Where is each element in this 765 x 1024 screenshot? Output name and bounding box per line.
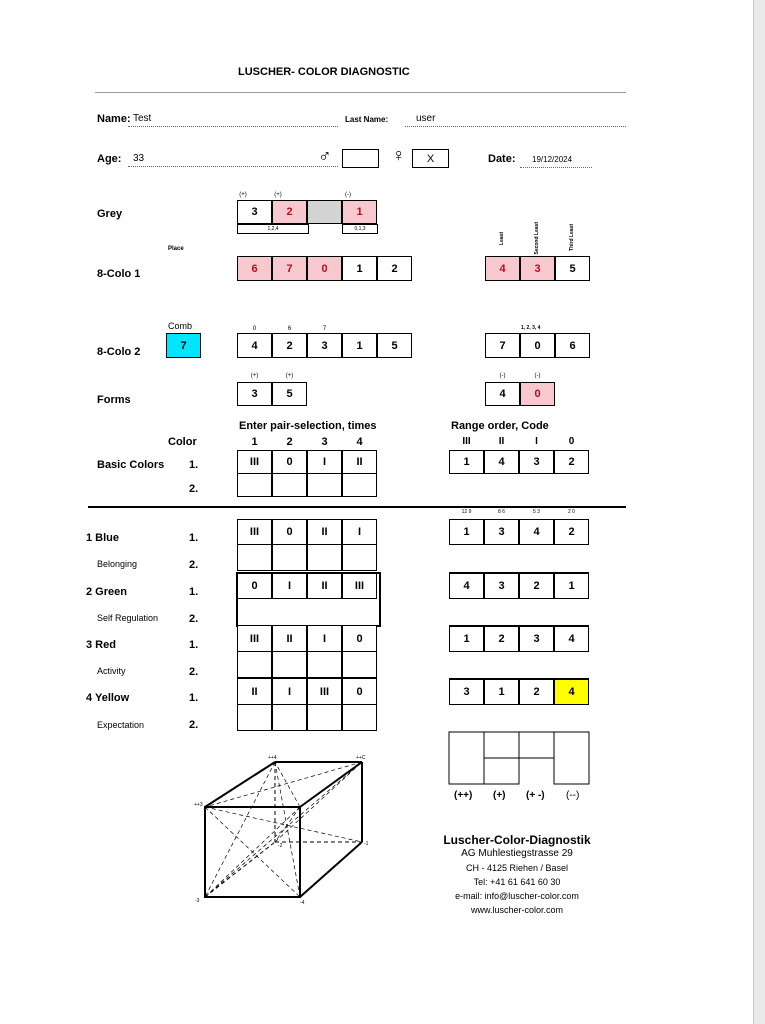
forms-right-cell-2[interactable]: 0 bbox=[520, 382, 555, 406]
colo2-header-3: 7 bbox=[322, 326, 327, 332]
title-divider bbox=[95, 92, 626, 93]
male-icon: ♂ bbox=[318, 146, 332, 166]
green-left-cell-3[interactable]: II bbox=[307, 573, 342, 599]
colo2-right-header: 1, 2, 3, 4 bbox=[521, 325, 541, 331]
range-number-3: I bbox=[535, 436, 538, 447]
basic-left-empty-3[interactable] bbox=[307, 473, 342, 497]
green-sub-label: Self Regulation bbox=[97, 613, 159, 623]
yellow-row1: 1. bbox=[189, 692, 199, 704]
basic-left-cell-2[interactable]: 0 bbox=[272, 450, 307, 474]
basic-colors-row1: 1. bbox=[189, 459, 199, 471]
blue-right-cell-2[interactable]: 3 bbox=[484, 519, 519, 545]
red-right-cell-1[interactable]: 1 bbox=[449, 625, 484, 652]
forms-right-cell-1[interactable]: 4 bbox=[485, 382, 520, 406]
yellow-right-cell-2[interactable]: 1 bbox=[484, 678, 519, 705]
red-right-cell-4[interactable]: 4 bbox=[554, 625, 589, 652]
colo2-cell-2[interactable]: 2 bbox=[272, 333, 307, 358]
green-right-cell-3[interactable]: 2 bbox=[519, 572, 554, 599]
colo1-right-cell-2[interactable]: 3 bbox=[520, 256, 555, 281]
comb-cell[interactable]: 7 bbox=[166, 333, 201, 358]
colo1-cell-3[interactable]: 0 bbox=[307, 256, 342, 281]
yellow-label: 4 Yellow bbox=[86, 692, 130, 704]
red-row2: 2. bbox=[189, 666, 199, 678]
basic-colors-row2: 2. bbox=[189, 483, 199, 495]
age-underline bbox=[128, 166, 338, 167]
basic-left-cell-1[interactable]: III bbox=[237, 450, 272, 474]
basic-left-empty-4[interactable] bbox=[342, 473, 377, 497]
range-order-title: Range order, Code bbox=[451, 420, 549, 432]
blue-left-cell-1[interactable]: III bbox=[237, 519, 272, 545]
yellow-sub-label: Expectation bbox=[97, 720, 145, 730]
colo1-right-header-1: Least bbox=[499, 232, 505, 246]
basic-left-empty-1[interactable] bbox=[237, 473, 272, 497]
blue-left-cell-2[interactable]: 0 bbox=[272, 519, 307, 545]
blue-right-header-4: 2 0 bbox=[568, 509, 575, 515]
cube-label-6: -3 bbox=[195, 898, 200, 904]
green-row2: 2. bbox=[189, 613, 199, 625]
grey-cell-3[interactable] bbox=[307, 200, 342, 224]
blue-right-cell-4[interactable]: 2 bbox=[554, 519, 589, 545]
colo1-right-cell-3[interactable]: 5 bbox=[555, 256, 590, 281]
yellow-right-cell-3[interactable]: 2 bbox=[519, 678, 554, 705]
company-name: Luscher-Color-Diagnostik bbox=[443, 833, 591, 847]
colo1-cell-4[interactable]: 1 bbox=[342, 256, 377, 281]
grey-sub-left: 1,2,4 bbox=[237, 224, 309, 234]
colo1-right-header-3: Third Least bbox=[569, 224, 575, 251]
cube-label-1: ++4 bbox=[268, 755, 277, 761]
yellow-left-cell-1[interactable]: II bbox=[237, 678, 272, 705]
colo1-cell-1[interactable]: 6 bbox=[237, 256, 272, 281]
blue-left-cell-4[interactable]: I bbox=[342, 519, 377, 545]
grey-sub-right: 0,1,3 bbox=[342, 224, 378, 234]
blue-left-cell-3[interactable]: II bbox=[307, 519, 342, 545]
green-left-cell-1[interactable]: 0 bbox=[237, 573, 272, 599]
cube-label-2: ++C bbox=[356, 755, 366, 761]
yellow-right-cell-1[interactable]: 3 bbox=[449, 678, 484, 705]
blue-label: 1 Blue bbox=[86, 532, 120, 544]
red-left-cell-4[interactable]: 0 bbox=[342, 625, 377, 652]
date-label: Date: bbox=[488, 153, 516, 165]
red-left-empty-4[interactable] bbox=[342, 651, 377, 678]
red-label: 3 Red bbox=[86, 639, 116, 651]
place-label: Place bbox=[168, 246, 184, 252]
bar-diagram bbox=[446, 728, 592, 786]
age-label: Age: bbox=[97, 153, 122, 165]
forms-header-1: (+) bbox=[250, 373, 259, 379]
green-row1: 1. bbox=[189, 586, 199, 598]
last-name-underline bbox=[405, 126, 626, 127]
range-number-1: III bbox=[462, 436, 471, 447]
colo2-cell-5[interactable]: 5 bbox=[377, 333, 412, 358]
last-name-field[interactable]: user bbox=[416, 113, 436, 124]
red-left-cell-2[interactable]: II bbox=[272, 625, 307, 652]
forms-right-header-1: (-) bbox=[499, 373, 506, 379]
bar-minus-minus bbox=[554, 732, 589, 784]
date-field[interactable]: 19/12/2024 bbox=[532, 155, 573, 164]
green-right-cell-2[interactable]: 3 bbox=[484, 572, 519, 599]
name-field[interactable]: Test bbox=[133, 113, 152, 124]
forms-cell-2[interactable]: 5 bbox=[272, 382, 307, 406]
colo2-header-1: 0 bbox=[252, 326, 257, 332]
forms-right-header-2: (-) bbox=[534, 373, 541, 379]
range-number-4: 0 bbox=[568, 436, 575, 447]
date-underline bbox=[520, 167, 592, 168]
blue-right-cell-1[interactable]: 1 bbox=[449, 519, 484, 545]
blue-left-empty-3[interactable] bbox=[307, 544, 342, 571]
red-left-cell-3[interactable]: I bbox=[307, 625, 342, 652]
section-divider bbox=[88, 506, 626, 508]
red-left-empty-1[interactable] bbox=[237, 651, 272, 678]
green-label: 2 Green bbox=[86, 586, 127, 598]
grey-header-1: (+) bbox=[239, 192, 247, 198]
grey-label: Grey bbox=[97, 208, 123, 220]
basic-left-empty-2[interactable] bbox=[272, 473, 307, 497]
blue-right-header-1: 12 9 bbox=[461, 509, 472, 515]
name-label: Name: bbox=[97, 113, 131, 125]
yellow-left-cell-4[interactable]: 0 bbox=[342, 678, 377, 705]
colo1-right-cell-1[interactable]: 4 bbox=[485, 256, 520, 281]
legend-plus-minus: (+ -) bbox=[526, 790, 545, 801]
yellow-left-cell-3[interactable]: III bbox=[307, 678, 342, 705]
basic-right-cell-3[interactable]: 3 bbox=[519, 450, 554, 474]
yellow-row2: 2. bbox=[189, 719, 199, 731]
red-left-empty-3[interactable] bbox=[307, 651, 342, 678]
red-right-cell-2[interactable]: 2 bbox=[484, 625, 519, 652]
yellow-right-cell-4[interactable]: 4 bbox=[554, 678, 589, 705]
colo2-right-cell-1[interactable]: 7 bbox=[485, 333, 520, 358]
last-name-label: Last Name: bbox=[345, 115, 389, 124]
colo2-header-2: 6 bbox=[287, 326, 292, 332]
basic-right-cell-1[interactable]: 1 bbox=[449, 450, 484, 474]
pair-number-4: 4 bbox=[356, 436, 363, 448]
pair-number-2: 2 bbox=[286, 436, 293, 448]
pair-number-3: 3 bbox=[321, 436, 328, 448]
bar-plus-plus bbox=[449, 732, 484, 784]
grey-cell-2[interactable]: 2 bbox=[272, 200, 307, 224]
company-line2: CH - 4125 Riehen / Basel bbox=[465, 863, 569, 873]
blue-left-empty-4[interactable] bbox=[342, 544, 377, 571]
page-title: LUSCHER- COLOR DIAGNOSTIC bbox=[238, 66, 410, 78]
range-number-2: II bbox=[498, 436, 505, 447]
colo1-cell-5[interactable]: 2 bbox=[377, 256, 412, 281]
basic-colors-label: Basic Colors bbox=[97, 459, 165, 471]
green-left-cell-4[interactable]: III bbox=[342, 573, 377, 599]
grey-header-4: (-) bbox=[345, 192, 351, 198]
blue-left-empty-2[interactable] bbox=[272, 544, 307, 571]
cube-label-3: ++3 bbox=[194, 802, 203, 808]
legend-minus-minus: (--) bbox=[566, 790, 580, 801]
company-line5[interactable]: www.luscher-color.com bbox=[470, 905, 564, 915]
grey-cell-4[interactable]: 1 bbox=[342, 200, 377, 224]
company-line3: Tel: +41 61 641 60 30 bbox=[473, 877, 561, 887]
forms-header-2: (+) bbox=[285, 373, 294, 379]
yellow-left-cell-2[interactable]: I bbox=[272, 678, 307, 705]
colo2-right-cell-2[interactable]: 0 bbox=[520, 333, 555, 358]
age-field[interactable]: 33 bbox=[133, 153, 145, 164]
blue-left-empty-1[interactable] bbox=[237, 544, 272, 571]
basic-right-cell-4[interactable]: 2 bbox=[554, 450, 589, 474]
blue-right-header-2: 8 6 bbox=[498, 509, 505, 515]
cube-diagram bbox=[190, 752, 370, 907]
legend-plus-plus: (++) bbox=[454, 790, 473, 801]
cube-label-4: -1 bbox=[364, 841, 369, 847]
blue-sub-label: Belonging bbox=[97, 559, 138, 569]
female-icon: ♀ bbox=[392, 145, 406, 165]
color-column-label: Color bbox=[168, 436, 197, 448]
basic-right-cell-2[interactable]: 4 bbox=[484, 450, 519, 474]
green-right-cell-1[interactable]: 4 bbox=[449, 572, 484, 599]
company-line1: AG Muhlestiegstrasse 29 bbox=[461, 848, 573, 859]
legend-plus: (+) bbox=[493, 790, 506, 801]
company-line4[interactable]: e-mail: info@luscher-color.com bbox=[455, 891, 579, 901]
grey-header-2: (+) bbox=[274, 192, 282, 198]
yellow-left-empty-2[interactable] bbox=[272, 704, 307, 731]
forms-label: Forms bbox=[97, 394, 131, 406]
blue-right-cell-3[interactable]: 4 bbox=[519, 519, 554, 545]
colo2-cell-4[interactable]: 1 bbox=[342, 333, 377, 358]
comb-label: Comb bbox=[168, 321, 193, 331]
yellow-left-empty-3[interactable] bbox=[307, 704, 342, 731]
basic-left-cell-3[interactable]: I bbox=[307, 450, 342, 474]
blue-row1: 1. bbox=[189, 532, 199, 544]
colo1-right-header-2: Second Least bbox=[534, 222, 540, 255]
grey-cell-1[interactable]: 3 bbox=[237, 200, 272, 224]
yellow-left-empty-4[interactable] bbox=[342, 704, 377, 731]
female-checkbox[interactable]: X bbox=[412, 149, 449, 168]
red-left-empty-2[interactable] bbox=[272, 651, 307, 678]
colo2-cell-1[interactable]: 4 bbox=[237, 333, 272, 358]
colo1-label: 8-Colo 1 bbox=[97, 268, 141, 280]
red-right-cell-3[interactable]: 3 bbox=[519, 625, 554, 652]
green-left-cell-2[interactable]: I bbox=[272, 573, 307, 599]
male-checkbox[interactable] bbox=[342, 149, 379, 168]
blue-row2: 2. bbox=[189, 559, 199, 571]
yellow-left-empty-1[interactable] bbox=[237, 704, 272, 731]
company-block bbox=[432, 833, 602, 917]
name-underline bbox=[128, 126, 338, 127]
colo2-right-cell-3[interactable]: 6 bbox=[555, 333, 590, 358]
colo2-cell-3[interactable]: 3 bbox=[307, 333, 342, 358]
red-row1: 1. bbox=[189, 639, 199, 651]
forms-cell-1[interactable]: 3 bbox=[237, 382, 272, 406]
red-left-cell-1[interactable]: III bbox=[237, 625, 272, 652]
basic-left-cell-4[interactable]: II bbox=[342, 450, 377, 474]
cube-label-5: -2 bbox=[278, 843, 283, 849]
pair-selection-title: Enter pair-selection, times bbox=[239, 420, 377, 432]
bar-plus bbox=[484, 758, 519, 784]
cube-label-7: -4 bbox=[300, 900, 305, 906]
colo1-cell-2[interactable]: 7 bbox=[272, 256, 307, 281]
red-sub-label: Activity bbox=[97, 666, 126, 676]
colo2-label: 8-Colo 2 bbox=[97, 346, 141, 358]
blue-right-header-3: 5 3 bbox=[533, 509, 540, 515]
pair-number-1: 1 bbox=[251, 436, 258, 448]
green-right-cell-4[interactable]: 1 bbox=[554, 572, 589, 599]
